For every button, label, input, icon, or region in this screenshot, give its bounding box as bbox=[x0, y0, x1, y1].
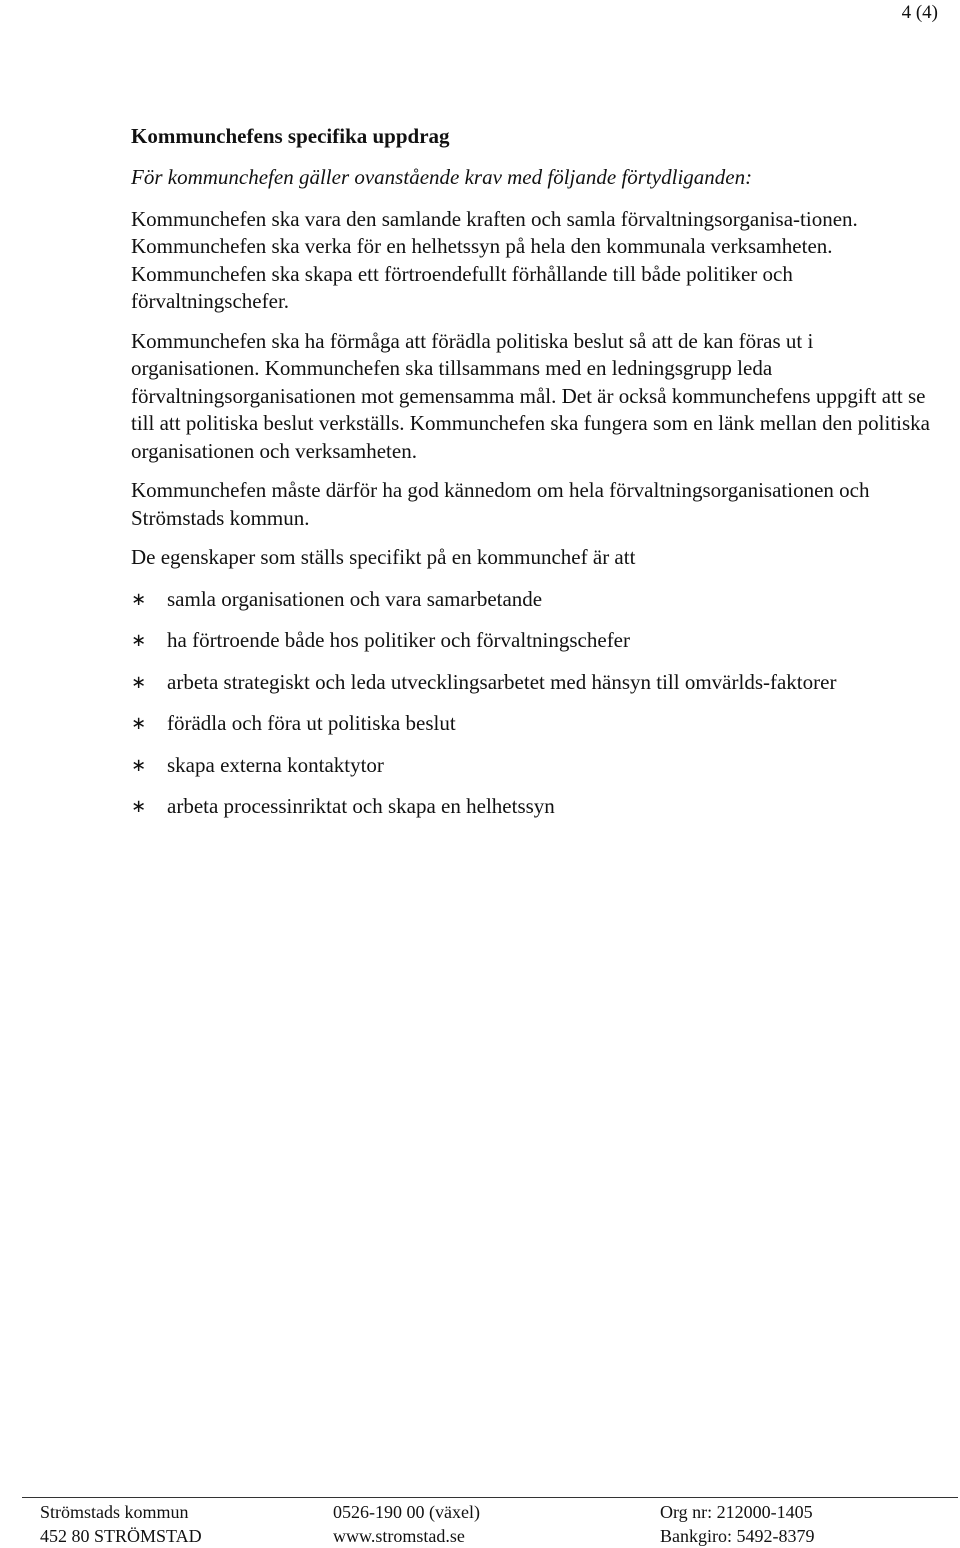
qualities-list bbox=[131, 586, 931, 821]
footer-address-column bbox=[40, 1500, 202, 1548]
list-item bbox=[131, 586, 931, 614]
asterisk-bullet-icon: ∗ bbox=[131, 796, 147, 817]
asterisk-bullet-icon: ∗ bbox=[131, 671, 147, 693]
page-number: 4 (4) bbox=[901, 2, 938, 23]
asterisk-bullet-icon: ∗ bbox=[131, 754, 147, 776]
list-item bbox=[131, 793, 931, 821]
asterisk-bullet-icon: ∗ bbox=[131, 713, 147, 734]
section-subtitle: För kommunchefen gäller ovanstående krav med följande förtydliganden: bbox=[131, 165, 753, 189]
paragraph-2: Kommunchefen ska ha förmåga att förädla politiska beslut så att de kan föras ut i organisationen. Kommunchefen ska tillsammans med en ledningsgrupp leda förvaltningsorganisationen mot gemensamma mål. Det är också kommunchefens uppgift att se till att politiska beslut verkställs. Kommunchefen ska fungera som en länk mellan den politiska organisationen och verksamheten. bbox=[131, 328, 930, 463]
list-item-text: samla organisationen och vara samarbetande bbox=[167, 586, 543, 611]
footer-org-name: Strömstads kommun bbox=[40, 1502, 189, 1522]
footer-contact-column bbox=[333, 1500, 480, 1548]
footer-org-number: Org nr: 212000-1405 bbox=[660, 1502, 813, 1522]
footer-phone: 0526-190 00 (växel) bbox=[333, 1502, 480, 1522]
footer-registration-column bbox=[660, 1500, 815, 1548]
paragraph-1: Kommunchefen ska vara den samlande kraften och samla förvaltningsorganisa-tionen. Kommunchefen ska verka för en helhetssyn på hela den kommunala verksamheten. Kommunchefen ska skapa ett förtroendefullt förhållande till både politiker och förvaltningschefer. bbox=[131, 206, 858, 313]
list-item-text: arbeta processinriktat och skapa en helhetssyn bbox=[167, 794, 555, 818]
footer-bankgiro: Bankgiro: 5492-8379 bbox=[660, 1526, 815, 1546]
list-item-text: skapa externa kontaktytor bbox=[167, 752, 384, 777]
footer-postal-address: 452 80 STRÖMSTAD bbox=[40, 1526, 202, 1546]
list-item-text: arbeta strategiskt och leda utvecklingsarbetet med hänsyn till omvärlds-faktorer bbox=[167, 669, 837, 694]
list-item bbox=[131, 669, 931, 697]
list-item bbox=[131, 710, 931, 738]
list-item-text: förädla och föra ut politiska beslut bbox=[167, 711, 456, 735]
asterisk-bullet-icon: ∗ bbox=[131, 588, 147, 610]
document-body bbox=[131, 123, 931, 835]
paragraph-4: De egenskaper som ställs specifikt på en kommunchef är att bbox=[131, 545, 636, 569]
footer-website: www.stromstad.se bbox=[333, 1526, 465, 1546]
asterisk-bullet-icon: ∗ bbox=[131, 630, 147, 651]
list-item bbox=[131, 627, 931, 655]
paragraph-3: Kommunchefen måste därför ha god kännedom om hela förvaltningsorganisationen och Strömstads kommun. bbox=[131, 478, 870, 530]
list-item bbox=[131, 752, 931, 780]
list-item-text: ha förtroende både hos politiker och förvaltningschefer bbox=[167, 628, 630, 652]
footer-divider bbox=[22, 1497, 958, 1498]
section-heading: Kommunchefens specifika uppdrag bbox=[131, 124, 450, 148]
